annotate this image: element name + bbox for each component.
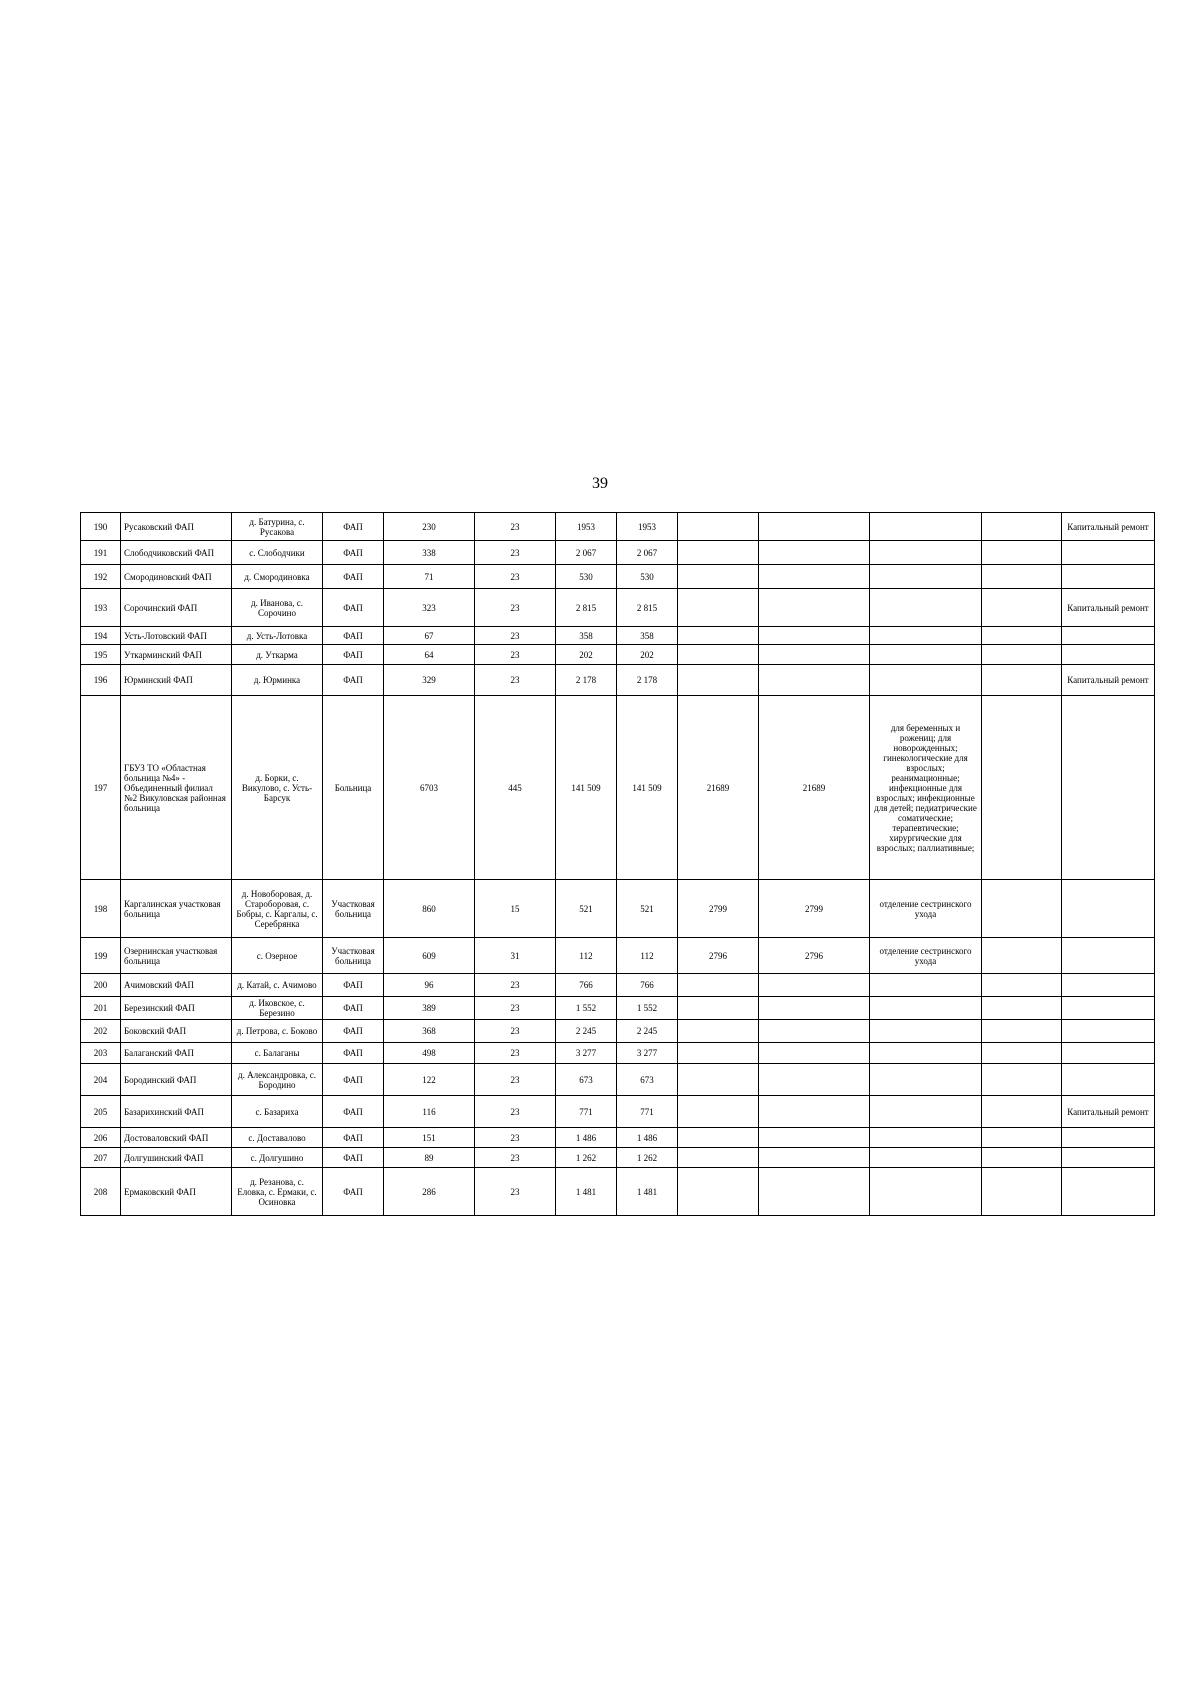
value-1-cell: 1 486	[556, 1128, 617, 1148]
value-2-cell: 1 481	[617, 1168, 678, 1216]
facility-name-cell: Усть-Лотовский ФАП	[121, 627, 232, 645]
row-number-cell: 206	[81, 1128, 121, 1148]
value-2-cell: 141 509	[617, 696, 678, 880]
value-4-cell	[759, 1168, 870, 1216]
value-4-cell	[759, 513, 870, 541]
facility-name-cell: Смородиновский ФАП	[121, 565, 232, 589]
facility-type-cell: Участковая больница	[323, 938, 384, 974]
value-2-cell: 1953	[617, 513, 678, 541]
staff-cell: 23	[475, 665, 556, 696]
facility-name-cell: Русаковский ФАП	[121, 513, 232, 541]
departments-cell	[870, 1020, 982, 1043]
value-1-cell: 2 178	[556, 665, 617, 696]
row-number-cell: 190	[81, 513, 121, 541]
value-3-cell	[678, 565, 759, 589]
population-cell: 286	[384, 1168, 475, 1216]
locality-cell: с. Базариха	[232, 1096, 323, 1128]
value-3-cell	[678, 1043, 759, 1064]
value-1-cell: 521	[556, 880, 617, 938]
population-cell: 71	[384, 565, 475, 589]
value-2-cell: 202	[617, 645, 678, 665]
note-cell	[1062, 1128, 1155, 1148]
population-cell: 860	[384, 880, 475, 938]
facility-type-cell: ФАП	[323, 645, 384, 665]
value-2-cell: 2 815	[617, 589, 678, 627]
value-4-cell	[759, 1148, 870, 1168]
row-number-cell: 201	[81, 997, 121, 1020]
table-row	[81, 1148, 1155, 1168]
departments-cell	[870, 627, 982, 645]
staff-cell: 23	[475, 645, 556, 665]
value-4-cell: 2799	[759, 880, 870, 938]
facility-name-cell: Березинский ФАП	[121, 997, 232, 1020]
locality-cell: с. Доставалово	[232, 1128, 323, 1148]
staff-cell: 31	[475, 938, 556, 974]
note-cell	[1062, 974, 1155, 997]
facility-type-cell: ФАП	[323, 1096, 384, 1128]
extra-cell	[982, 1096, 1062, 1128]
locality-cell: д. Борки, с. Викулово, с. Усть-Барсук	[232, 696, 323, 880]
value-1-cell: 2 245	[556, 1020, 617, 1043]
locality-cell: д. Уткарма	[232, 645, 323, 665]
row-number-cell: 196	[81, 665, 121, 696]
departments-cell	[870, 1148, 982, 1168]
extra-cell	[982, 1128, 1062, 1148]
facility-name-cell: Слободчиковский ФАП	[121, 541, 232, 565]
value-2-cell: 2 245	[617, 1020, 678, 1043]
facility-type-cell: ФАП	[323, 1148, 384, 1168]
extra-cell	[982, 1043, 1062, 1064]
row-number-cell: 199	[81, 938, 121, 974]
extra-cell	[982, 1148, 1062, 1168]
facility-type-cell: ФАП	[323, 1128, 384, 1148]
value-2-cell: 766	[617, 974, 678, 997]
staff-cell: 445	[475, 696, 556, 880]
value-3-cell	[678, 541, 759, 565]
facility-name-cell: Ачимовский ФАП	[121, 974, 232, 997]
staff-cell: 15	[475, 880, 556, 938]
departments-cell	[870, 1096, 982, 1128]
value-3-cell	[678, 589, 759, 627]
extra-cell	[982, 1168, 1062, 1216]
value-3-cell	[678, 513, 759, 541]
table-row	[81, 997, 1155, 1020]
extra-cell	[982, 627, 1062, 645]
locality-cell: с. Долгушино	[232, 1148, 323, 1168]
population-cell: 96	[384, 974, 475, 997]
value-4-cell	[759, 565, 870, 589]
departments-cell	[870, 513, 982, 541]
note-cell: Капитальный ремонт	[1062, 665, 1155, 696]
note-cell	[1062, 1020, 1155, 1043]
locality-cell: д. Иванова, с. Сорочино	[232, 589, 323, 627]
value-1-cell: 530	[556, 565, 617, 589]
locality-cell: д. Александровка, с. Бородино	[232, 1064, 323, 1096]
table-row	[81, 645, 1155, 665]
value-4-cell	[759, 1128, 870, 1148]
value-1-cell: 771	[556, 1096, 617, 1128]
value-4-cell	[759, 589, 870, 627]
table-row	[81, 1096, 1155, 1128]
facility-type-cell: ФАП	[323, 541, 384, 565]
value-1-cell: 2 815	[556, 589, 617, 627]
departments-cell: отделение сестринского ухода	[870, 880, 982, 938]
row-number-cell: 207	[81, 1148, 121, 1168]
facility-type-cell: ФАП	[323, 974, 384, 997]
departments-cell: для беременных и рожениц; для новорожденных; гинекологические для взрослых; реанимационные; инфекционные для взрослых; инфекционные для детей; педиатрические соматические; терапевтические; хирургические для взрослых; паллиативные;	[870, 696, 982, 880]
value-3-cell	[678, 1128, 759, 1148]
extra-cell	[982, 589, 1062, 627]
facility-type-cell: ФАП	[323, 1168, 384, 1216]
departments-cell	[870, 589, 982, 627]
locality-cell: д. Катай, с. Ачимово	[232, 974, 323, 997]
row-number-cell: 204	[81, 1064, 121, 1096]
population-cell: 6703	[384, 696, 475, 880]
facility-type-cell: ФАП	[323, 565, 384, 589]
extra-cell	[982, 565, 1062, 589]
table-row	[81, 627, 1155, 645]
extra-cell	[982, 1064, 1062, 1096]
facility-name-cell: Каргалинская участковая больница	[121, 880, 232, 938]
facility-type-cell: Участковая больница	[323, 880, 384, 938]
note-cell	[1062, 696, 1155, 880]
table-body	[81, 513, 1155, 1216]
value-3-cell	[678, 1020, 759, 1043]
row-number-cell: 198	[81, 880, 121, 938]
facility-type-cell: Больница	[323, 696, 384, 880]
value-2-cell: 1 262	[617, 1148, 678, 1168]
row-number-cell: 195	[81, 645, 121, 665]
value-3-cell: 21689	[678, 696, 759, 880]
value-1-cell: 766	[556, 974, 617, 997]
departments-cell: отделение сестринского ухода	[870, 938, 982, 974]
value-1-cell: 673	[556, 1064, 617, 1096]
population-cell: 498	[384, 1043, 475, 1064]
row-number-cell: 192	[81, 565, 121, 589]
value-3-cell	[678, 665, 759, 696]
table-row	[81, 541, 1155, 565]
table-row	[81, 1168, 1155, 1216]
population-cell: 609	[384, 938, 475, 974]
departments-cell	[870, 541, 982, 565]
facility-name-cell: Балаганский ФАП	[121, 1043, 232, 1064]
locality-cell: д. Батурина, с. Русакова	[232, 513, 323, 541]
row-number-cell: 203	[81, 1043, 121, 1064]
value-2-cell: 673	[617, 1064, 678, 1096]
table-row	[81, 1128, 1155, 1148]
value-4-cell	[759, 1096, 870, 1128]
table-row	[81, 565, 1155, 589]
value-3-cell	[678, 1148, 759, 1168]
value-2-cell: 2 067	[617, 541, 678, 565]
value-2-cell: 1 486	[617, 1128, 678, 1148]
value-1-cell: 1953	[556, 513, 617, 541]
note-cell	[1062, 1148, 1155, 1168]
population-cell: 323	[384, 589, 475, 627]
population-cell: 389	[384, 997, 475, 1020]
note-cell: Капитальный ремонт	[1062, 589, 1155, 627]
value-2-cell: 358	[617, 627, 678, 645]
departments-cell	[870, 565, 982, 589]
facility-name-cell: Базарихинский ФАП	[121, 1096, 232, 1128]
facility-type-cell: ФАП	[323, 1064, 384, 1096]
staff-cell: 23	[475, 541, 556, 565]
facility-name-cell: ГБУЗ ТО «Областная больница №4» - Объединенный филиал №2 Викуловская районная больница	[121, 696, 232, 880]
extra-cell	[982, 997, 1062, 1020]
note-cell	[1062, 541, 1155, 565]
value-3-cell: 2796	[678, 938, 759, 974]
facility-name-cell: Бородинский ФАП	[121, 1064, 232, 1096]
table-row	[81, 1043, 1155, 1064]
row-number-cell: 205	[81, 1096, 121, 1128]
value-1-cell: 3 277	[556, 1043, 617, 1064]
extra-cell	[982, 541, 1062, 565]
facility-name-cell: Ермаковский ФАП	[121, 1168, 232, 1216]
table-row	[81, 974, 1155, 997]
value-2-cell: 771	[617, 1096, 678, 1128]
locality-cell: с. Слободчики	[232, 541, 323, 565]
staff-cell: 23	[475, 1148, 556, 1168]
value-4-cell	[759, 1043, 870, 1064]
departments-cell	[870, 1168, 982, 1216]
value-3-cell	[678, 627, 759, 645]
extra-cell	[982, 880, 1062, 938]
population-cell: 116	[384, 1096, 475, 1128]
value-2-cell: 530	[617, 565, 678, 589]
note-cell	[1062, 627, 1155, 645]
population-cell: 122	[384, 1064, 475, 1096]
note-cell	[1062, 565, 1155, 589]
staff-cell: 23	[475, 627, 556, 645]
population-cell: 89	[384, 1148, 475, 1168]
value-1-cell: 1 552	[556, 997, 617, 1020]
extra-cell	[982, 938, 1062, 974]
facility-name-cell: Боковский ФАП	[121, 1020, 232, 1043]
staff-cell: 23	[475, 565, 556, 589]
population-cell: 338	[384, 541, 475, 565]
value-4-cell	[759, 541, 870, 565]
value-4-cell	[759, 997, 870, 1020]
note-cell: Капитальный ремонт	[1062, 1096, 1155, 1128]
locality-cell: с. Балаганы	[232, 1043, 323, 1064]
note-cell	[1062, 1064, 1155, 1096]
value-1-cell: 1 262	[556, 1148, 617, 1168]
value-4-cell	[759, 1020, 870, 1043]
staff-cell: 23	[475, 997, 556, 1020]
value-2-cell: 521	[617, 880, 678, 938]
staff-cell: 23	[475, 1096, 556, 1128]
row-number-cell: 194	[81, 627, 121, 645]
population-cell: 64	[384, 645, 475, 665]
value-1-cell: 2 067	[556, 541, 617, 565]
table-row	[81, 589, 1155, 627]
row-number-cell: 208	[81, 1168, 121, 1216]
value-1-cell: 112	[556, 938, 617, 974]
table-row	[81, 696, 1155, 880]
locality-cell: д. Иковское, с. Березино	[232, 997, 323, 1020]
population-cell: 67	[384, 627, 475, 645]
value-4-cell: 21689	[759, 696, 870, 880]
facility-type-cell: ФАП	[323, 589, 384, 627]
locality-cell: д. Юрминка	[232, 665, 323, 696]
row-number-cell: 191	[81, 541, 121, 565]
row-number-cell: 202	[81, 1020, 121, 1043]
facilities-table	[80, 512, 1155, 1216]
facility-name-cell: Озернинская участковая больница	[121, 938, 232, 974]
value-3-cell	[678, 1168, 759, 1216]
note-cell	[1062, 1043, 1155, 1064]
value-4-cell: 2796	[759, 938, 870, 974]
extra-cell	[982, 645, 1062, 665]
departments-cell	[870, 997, 982, 1020]
note-cell	[1062, 938, 1155, 974]
row-number-cell: 200	[81, 974, 121, 997]
table-row	[81, 938, 1155, 974]
value-1-cell: 358	[556, 627, 617, 645]
value-4-cell	[759, 1064, 870, 1096]
staff-cell: 23	[475, 589, 556, 627]
extra-cell	[982, 974, 1062, 997]
value-2-cell: 2 178	[617, 665, 678, 696]
value-2-cell: 3 277	[617, 1043, 678, 1064]
departments-cell	[870, 665, 982, 696]
staff-cell: 23	[475, 1020, 556, 1043]
locality-cell: д. Петрова, с. Боково	[232, 1020, 323, 1043]
value-4-cell	[759, 665, 870, 696]
facility-name-cell: Уткарминский ФАП	[121, 645, 232, 665]
locality-cell: с. Озерное	[232, 938, 323, 974]
staff-cell: 23	[475, 1128, 556, 1148]
population-cell: 368	[384, 1020, 475, 1043]
value-2-cell: 1 552	[617, 997, 678, 1020]
row-number-cell: 193	[81, 589, 121, 627]
value-4-cell	[759, 645, 870, 665]
locality-cell: д. Новоборовая, д. Староборовая, с. Бобры, с. Каргалы, с. Серебрянка	[232, 880, 323, 938]
value-1-cell: 202	[556, 645, 617, 665]
value-3-cell	[678, 1096, 759, 1128]
population-cell: 329	[384, 665, 475, 696]
value-3-cell	[678, 1064, 759, 1096]
note-cell	[1062, 1168, 1155, 1216]
staff-cell: 23	[475, 1064, 556, 1096]
page-number: 39	[592, 475, 608, 492]
locality-cell: д. Усть-Лотовка	[232, 627, 323, 645]
facility-type-cell: ФАП	[323, 997, 384, 1020]
table-row	[81, 1020, 1155, 1043]
departments-cell	[870, 1064, 982, 1096]
note-cell	[1062, 880, 1155, 938]
note-cell: Капитальный ремонт	[1062, 513, 1155, 541]
staff-cell: 23	[475, 974, 556, 997]
value-3-cell	[678, 997, 759, 1020]
staff-cell: 23	[475, 513, 556, 541]
facility-name-cell: Сорочинский ФАП	[121, 589, 232, 627]
facility-type-cell: ФАП	[323, 1043, 384, 1064]
table-row	[81, 665, 1155, 696]
value-3-cell	[678, 645, 759, 665]
locality-cell: д. Смородиновка	[232, 565, 323, 589]
table-row	[81, 1064, 1155, 1096]
table-row	[81, 513, 1155, 541]
extra-cell	[982, 513, 1062, 541]
facility-name-cell: Достовaловский ФАП	[121, 1128, 232, 1148]
facility-type-cell: ФАП	[323, 513, 384, 541]
facility-name-cell: Долгушинский ФАП	[121, 1148, 232, 1168]
extra-cell	[982, 1020, 1062, 1043]
row-number-cell: 197	[81, 696, 121, 880]
departments-cell	[870, 1043, 982, 1064]
facility-type-cell: ФАП	[323, 665, 384, 696]
note-cell	[1062, 997, 1155, 1020]
staff-cell: 23	[475, 1168, 556, 1216]
note-cell	[1062, 645, 1155, 665]
departments-cell	[870, 1128, 982, 1148]
value-3-cell	[678, 974, 759, 997]
value-1-cell: 141 509	[556, 696, 617, 880]
table-row	[81, 880, 1155, 938]
value-4-cell	[759, 974, 870, 997]
facility-type-cell: ФАП	[323, 627, 384, 645]
facility-type-cell: ФАП	[323, 1020, 384, 1043]
departments-cell	[870, 974, 982, 997]
population-cell: 230	[384, 513, 475, 541]
value-4-cell	[759, 627, 870, 645]
departments-cell	[870, 645, 982, 665]
facility-name-cell: Юрминский ФАП	[121, 665, 232, 696]
locality-cell: д. Резанова, с. Еловка, с. Ермаки, с. Осиновка	[232, 1168, 323, 1216]
value-3-cell: 2799	[678, 880, 759, 938]
extra-cell	[982, 696, 1062, 880]
value-2-cell: 112	[617, 938, 678, 974]
staff-cell: 23	[475, 1043, 556, 1064]
population-cell: 151	[384, 1128, 475, 1148]
extra-cell	[982, 665, 1062, 696]
value-1-cell: 1 481	[556, 1168, 617, 1216]
